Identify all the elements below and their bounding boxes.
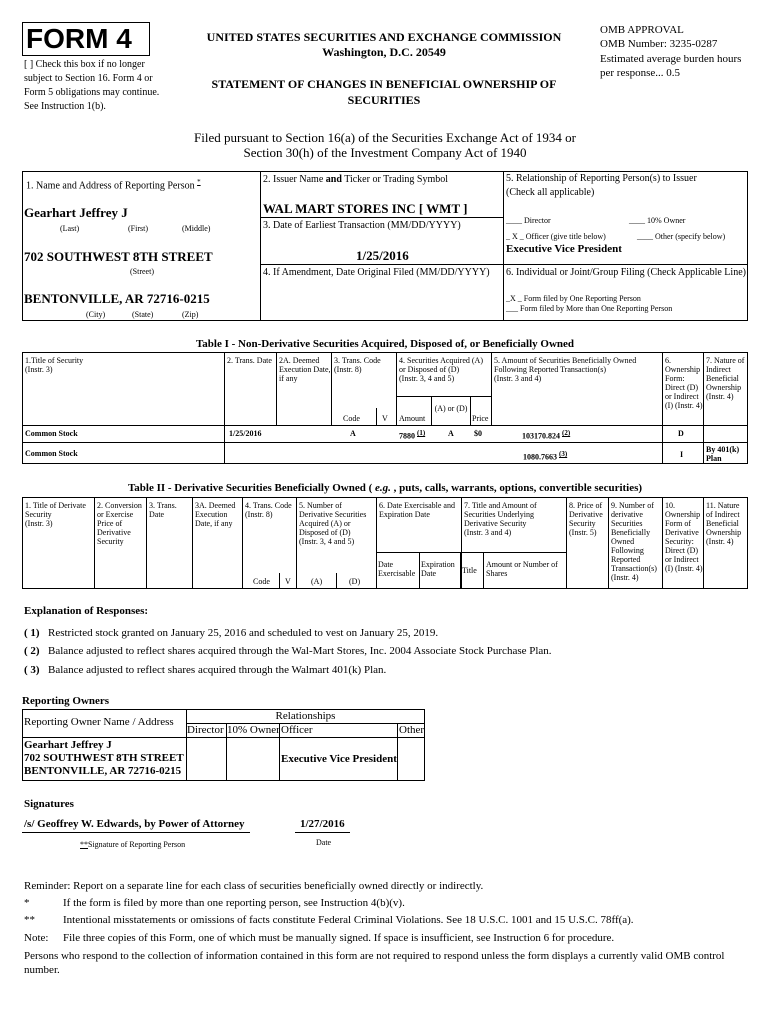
table1-row2-nature: By 401(k) Plan <box>706 445 740 463</box>
owners-col-ten-pct: 10% Owner <box>227 724 280 736</box>
owners-col-officer: Officer <box>281 724 313 736</box>
table-row: Common Stock <box>25 449 78 458</box>
owners-col-name: Reporting Owner Name / Address <box>24 716 174 728</box>
footnote-double-star-mark: ** <box>24 914 35 926</box>
table2-sub-v: V <box>285 577 291 586</box>
omb-approval: OMB APPROVAL <box>600 24 684 36</box>
date-label: Date <box>316 838 332 847</box>
explanation-text-3: Balance adjusted to reflect shares acquired through the Walmart 401(k) Plan. <box>48 664 387 676</box>
owners-col-other: Other <box>399 724 425 736</box>
agency-location: Washington, D.C. 20549 <box>322 45 446 59</box>
footnote-double-star-text: Intentional misstatements or omissions of facts constitute Federal Criminal Violations. See 18 U.S.C. 1001 and 15 U.S.C. 78ff(a). <box>63 914 634 926</box>
other-checkbox[interactable]: ____ Other (specify below) <box>637 232 726 241</box>
table2-col-ownership-form: 10. Ownership Form of Derivative Security: Direct (D) or Indirect (I) (Instr. 4) <box>665 501 703 573</box>
state-label: (State) <box>132 310 154 319</box>
table1-title: Table I - Non-Derivative Securities Acquired, Disposed of, or Beneficially Owned <box>195 338 575 350</box>
table1-row1-amount: 7880 (1) <box>399 429 426 441</box>
table2-col-derivative-count: 5. Number of Derivative Securities Acquired (A) or Disposed of (D) (Instr. 3, 4 and 5) <box>299 501 367 546</box>
amendment-label: 4. If Amendment, Date Original Filed (MM/DD/YYYY) <box>263 267 490 278</box>
table2-sub-a: (A) <box>311 577 323 586</box>
table2-col-conversion: 2. Conversion or Exercise Price of Derivative Security <box>97 501 142 546</box>
table2-col-trans-code: 4. Trans. Code (Instr. 8) <box>245 501 292 519</box>
issuer-label: 2. Issuer Name and Ticker or Trading Symbol <box>263 174 449 185</box>
table1-sub-v: V <box>382 414 388 423</box>
table-row: Common Stock <box>25 429 78 438</box>
explanation-heading: Explanation of Responses: <box>24 605 149 617</box>
reporting-person-street: 702 SOUTHWEST 8TH STREET <box>24 249 213 264</box>
table1-col-acquired: 4. Securities Acquired (A) or Disposed of (D) (Instr. 3, 4 and 5) <box>399 356 483 383</box>
table1-row1-owned: 103170.824 (2) <box>522 429 571 441</box>
table1-row2-owned: 1080.7663 (3) <box>523 450 568 462</box>
table2-title: Table II - Derivative Securities Beneficially Owned ( e.g. , puts, calls, warrants, options, convertible securities) <box>127 482 643 494</box>
group-filing-label: 6. Individual or Joint/Group Filing (Check Applicable Line) <box>506 267 746 278</box>
table1-sub-price: Price <box>472 414 489 423</box>
table1-col-nature: 7. Nature of Indirect Beneficial Ownership (Instr. 4) <box>706 356 745 401</box>
table1-col-deemed-date: 2A. Deemed Execution Date, if any <box>279 356 331 383</box>
table2-sub-title: Title <box>462 566 477 575</box>
table1-row1-date: 1/25/2016 <box>229 429 262 438</box>
footnote-star-mark: * <box>24 897 30 909</box>
first-label: (First) <box>128 224 148 233</box>
earliest-transaction-label: 3. Date of Earliest Transaction (MM/DD/YYYY) <box>263 220 461 231</box>
explanation-num-1: ( 1) <box>24 627 40 639</box>
footnote-link-3[interactable]: (3) <box>559 450 568 458</box>
table1-col-security: 1.Title of Security (Instr. 3) <box>25 356 84 374</box>
one-person-checkbox[interactable]: _X _ Form filed by One Reporting Person <box>506 294 641 303</box>
reporting-person-city: BENTONVILLE, AR 72716-0215 <box>24 291 210 306</box>
table1-col-owned: 5. Amount of Securities Beneficially Owned Following Reported Transaction(s) (Instr. 3 and 4) <box>494 356 637 383</box>
signer-name: /s/ Geoffrey W. Edwards, by Power of Attorney <box>24 818 245 830</box>
table2-col-number-owned: 9. Number of derivative Securities Beneficially Owned Following Reported Transaction(s) (Instr. 4) <box>611 501 657 582</box>
footnote-star-text: If the form is filed by more than one reporting person, see Instruction 4(b)(v). <box>63 897 405 909</box>
table2-sub-code: Code <box>253 577 270 586</box>
reporting-person-label: 1. Name and Address of Reporting Person * <box>26 178 201 192</box>
no-longer-subject-checkbox[interactable]: [ ] Check this box if no longer subject to Section 16. Form 4 or Form 5 obligations may continue. See Instruction 1(b). <box>24 59 160 112</box>
owners-row-officer: Executive Vice President <box>281 753 397 765</box>
table1-row1-ad: A <box>448 429 454 438</box>
note-text: File three copies of this Form, one of which must be manually signed. If space is insufficient, see Instruction 6 for procedure. <box>63 932 615 944</box>
table2-col-exercisable: 6. Date Exercisable and Expiration Date <box>379 501 455 519</box>
signature-date: 1/27/2016 <box>300 818 345 830</box>
table2-col-price: 8. Price of Derivative Security (Instr. 5) <box>569 501 603 537</box>
street-label: (Street) <box>130 267 154 276</box>
table2-col-nature: 11. Nature of Indirect Beneficial Ownership (Instr. 4) <box>706 501 742 546</box>
earliest-transaction-date: 1/25/2016 <box>356 248 409 263</box>
statement-title: STATEMENT OF CHANGES IN BENEFICIAL OWNERSHIP OF SECURITIES <box>211 77 557 107</box>
ten-pct-owner-checkbox[interactable]: ____ 10% Owner <box>629 216 686 225</box>
note-mark: Note: <box>24 932 49 944</box>
more-persons-checkbox[interactable]: ___ Form filed by More than One Reporting Person <box>506 304 673 313</box>
table2-sub-expiration: Expiration Date <box>421 560 455 578</box>
table1-col-trans-code: 3. Trans. Code (Instr. 8) <box>334 356 381 374</box>
explanation-text-1: Restricted stock granted on January 25, 2016 and scheduled to vest on January 25, 2019. <box>48 627 439 639</box>
middle-label: (Middle) <box>182 224 211 233</box>
relationship-label: 5. Relationship of Reporting Person(s) to Issuer <box>506 173 697 184</box>
reporting-person-name: Gearhart Jeffrey J <box>24 205 128 220</box>
owners-row-name: Gearhart Jeffrey J 702 SOUTHWEST 8TH STREET BENTONVILLE, AR 72716-0215 <box>24 739 184 777</box>
explanation-text-2: Balance adjusted to reflect shares acquired through the Wal-Mart Stores, Inc. 2004 Associate Stock Purchase Plan. <box>48 645 552 657</box>
table1-sub-code: Code <box>343 414 360 423</box>
table1-sub-amount: Amount <box>399 414 426 423</box>
officer-checkbox[interactable]: _ X _ Officer (give title below) <box>506 232 606 241</box>
signatures-heading: Signatures <box>24 798 74 810</box>
table2-sub-date-exercisable: Date Exercisable <box>378 560 416 578</box>
footnote-link-1[interactable]: (1) <box>417 429 426 437</box>
table1-sub-ad: (A) or (D) <box>434 404 468 413</box>
table2-col-underlying: 7. Title and Amount of Securities Underlying Derivative Security (Instr. 3 and 4) <box>464 501 537 537</box>
city-label: (City) <box>86 310 106 319</box>
omb-burden: Estimated average burden hours per response... 0.5 <box>600 53 742 79</box>
table1-row1-code: A <box>350 429 356 438</box>
omb-number: OMB Number: 3235-0287 <box>600 38 718 50</box>
filed-pursuant-line2: Section 30(h) of the Investment Company Act of 1940 <box>243 145 527 160</box>
explanation-num-2: ( 2) <box>24 645 40 657</box>
officer-title: Executive Vice President <box>506 243 622 255</box>
form-title: FORM 4 <box>26 23 132 54</box>
table1-row1-price: $0 <box>474 429 482 438</box>
table1-col-trans-date: 2. Trans. Date <box>227 356 272 365</box>
last-label: (Last) <box>60 224 80 233</box>
signature-label: **Signature of Reporting Person <box>80 840 186 849</box>
table1-row1-form: D <box>678 429 684 438</box>
table1-col-ownership-form: 6. Ownership Form: Direct (D) or Indirect (I) (Instr. 4) <box>665 356 703 410</box>
agency-name: UNITED STATES SECURITIES AND EXCHANGE COMMISSION <box>206 30 562 44</box>
footnote-link-2[interactable]: (2) <box>562 429 571 437</box>
table1-row2-form: I <box>680 450 684 459</box>
explanation-num-3: ( 3) <box>24 664 40 676</box>
relationship-sub: (Check all applicable) <box>506 187 595 198</box>
reminder-text: Reminder: Report on a separate line for each class of securities beneficially owned directly or indirectly. <box>24 880 484 892</box>
issuer-name: WAL MART STORES INC [ WMT ] <box>263 201 468 216</box>
owners-col-director: Director <box>187 724 224 736</box>
table2-col-deemed-date: 3A. Deemed Execution Date, if any <box>195 501 236 528</box>
owners-col-relationships: Relationships <box>275 710 336 722</box>
director-checkbox[interactable]: ____ Director <box>506 216 551 225</box>
omb-control-notice: Persons who respond to the collection of information contained in this form are not required to respond unless the form displays a currently valid OMB control number. <box>24 950 725 976</box>
filed-pursuant-line1: Filed pursuant to Section 16(a) of the Securities Exchange Act of 1934 or <box>194 130 576 145</box>
footnote-star: * <box>197 178 201 186</box>
reporting-owners-heading: Reporting Owners <box>22 695 110 707</box>
zip-label: (Zip) <box>182 310 199 319</box>
table2-col-security: 1. Title of Derivate Security (Instr. 3) <box>25 501 86 528</box>
table2-sub-amount: Amount or Number of Shares <box>486 560 558 578</box>
table2-col-trans-date: 3. Trans. Date <box>149 501 177 519</box>
table2-sub-d: (D) <box>349 577 361 586</box>
